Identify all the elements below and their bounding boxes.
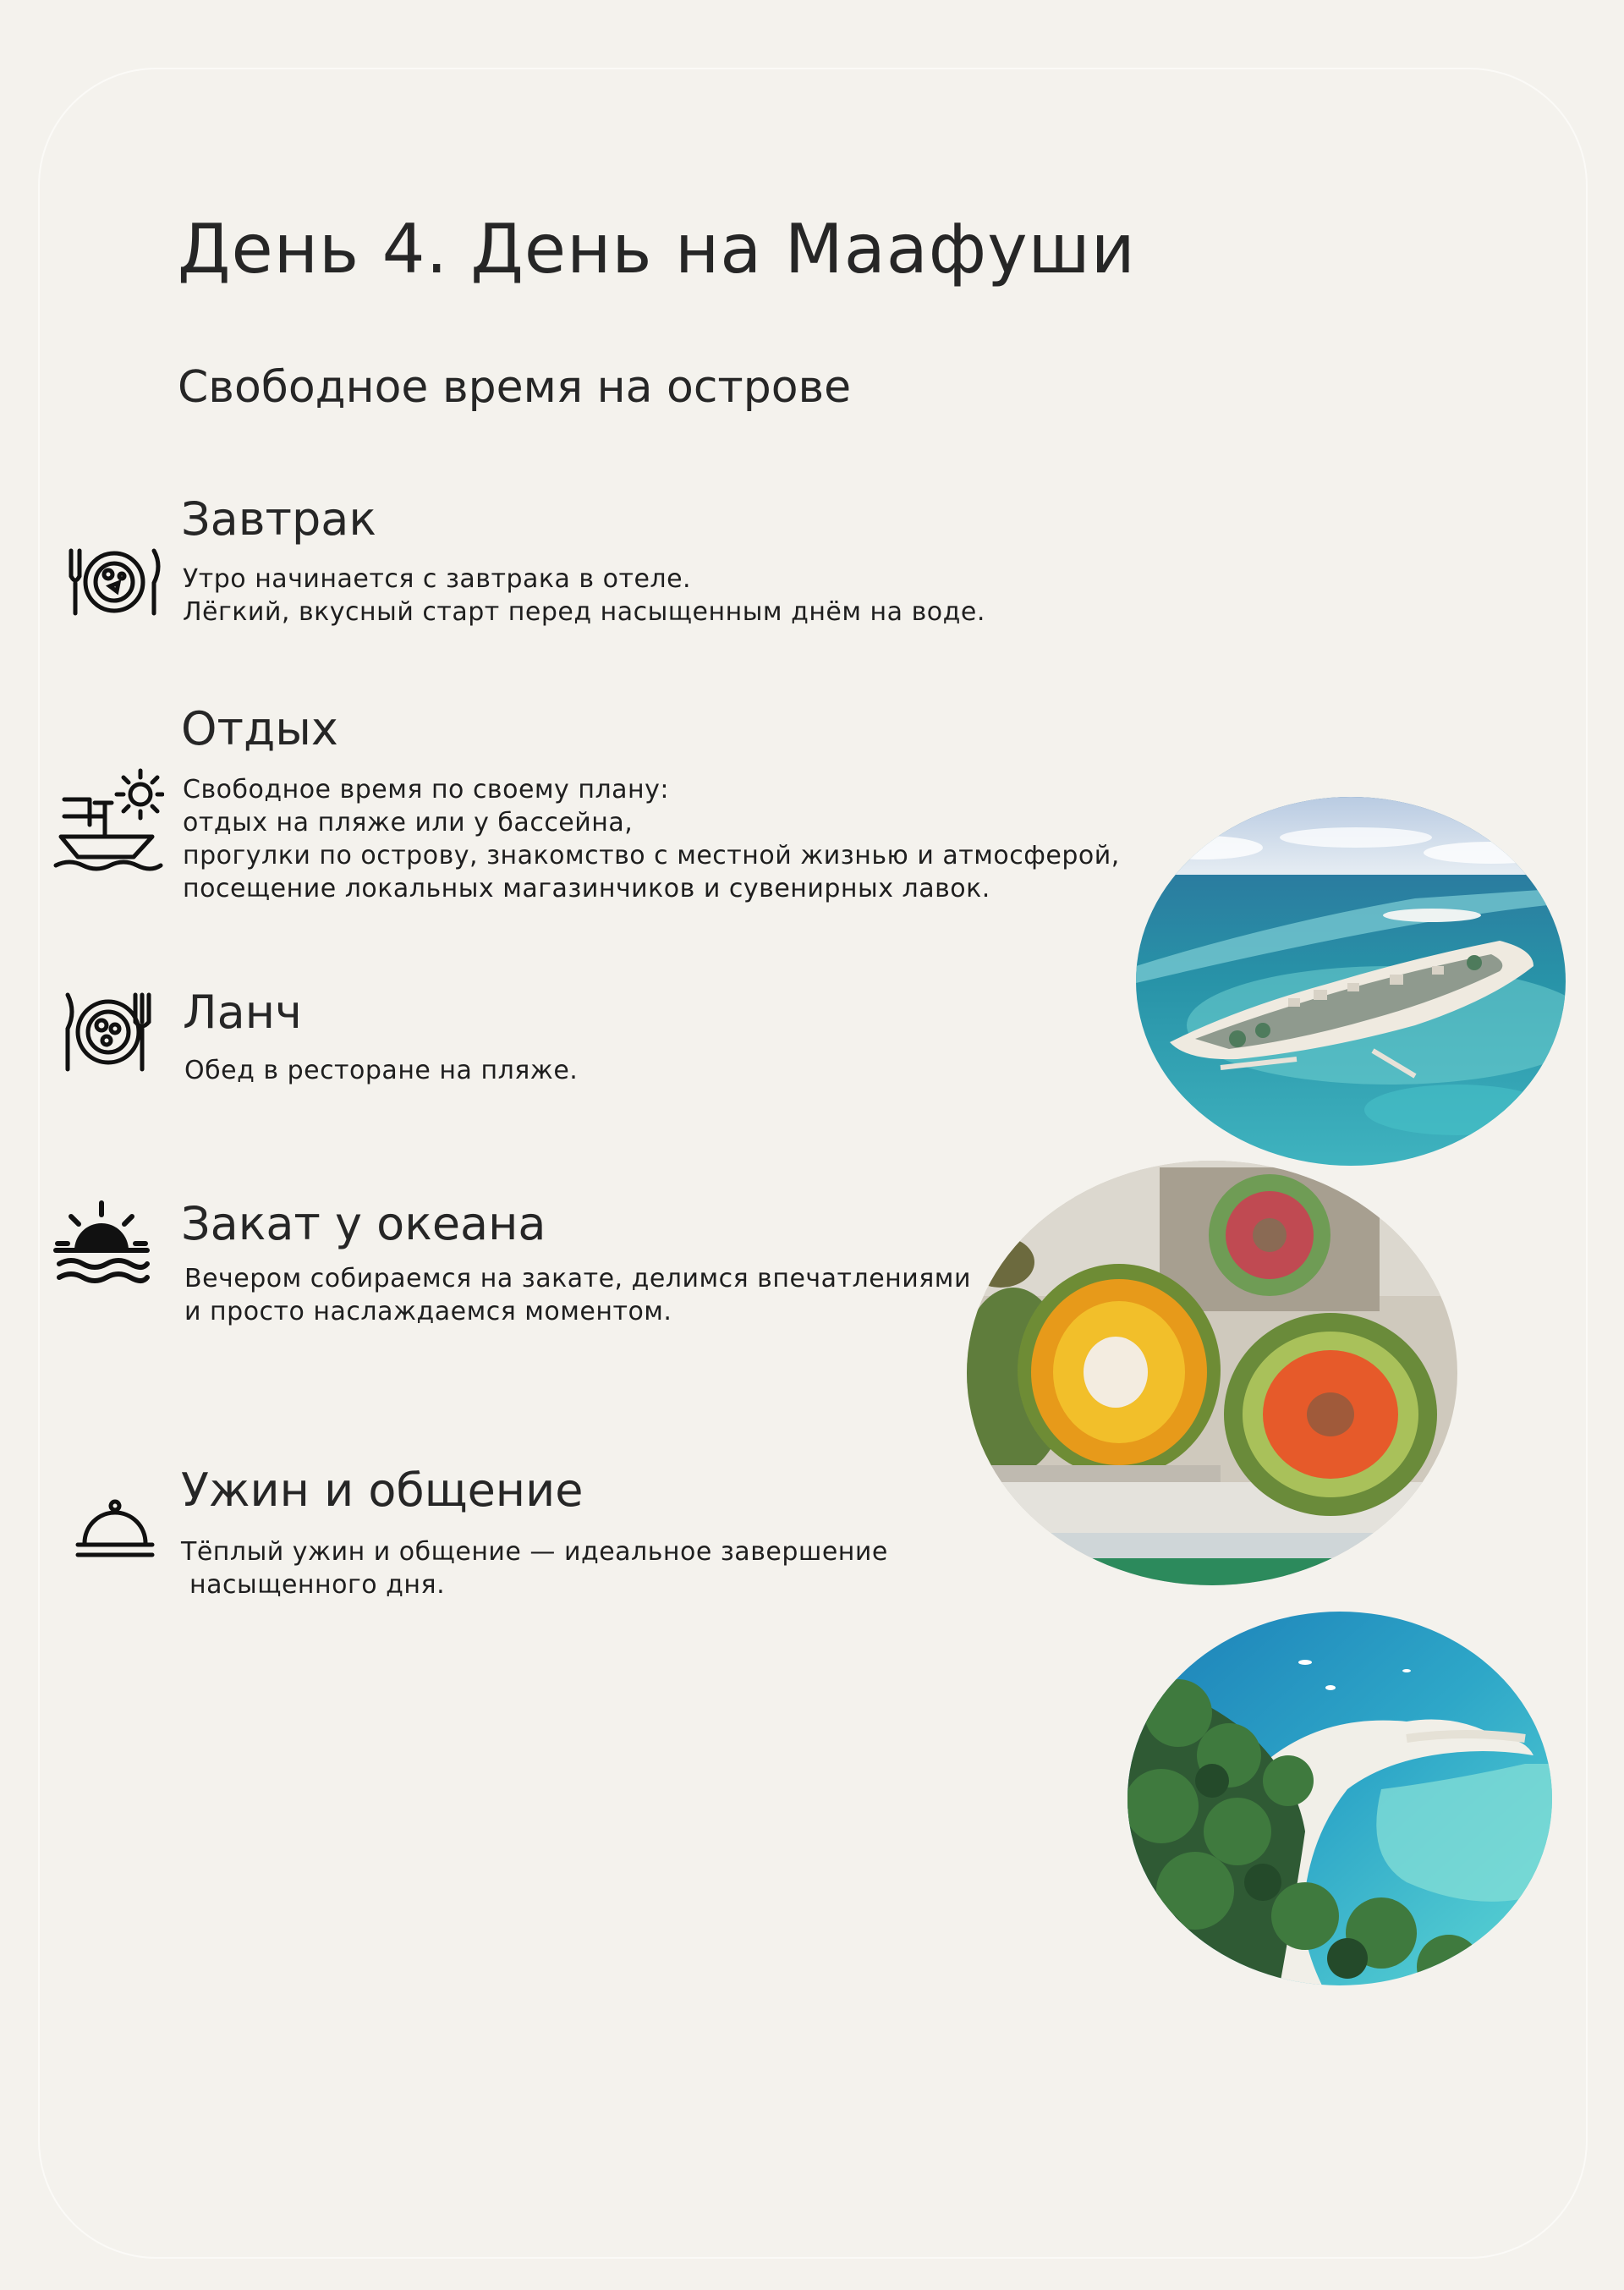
- section-text-rest: [183, 773, 1120, 905]
- section-line: Вечером собираемся на закате, делимся впечатлениями: [184, 1264, 971, 1293]
- section-line: отдых на пляже или у бассейна,: [183, 808, 634, 837]
- section-heading-rest: Отдых: [181, 702, 338, 755]
- section-line: Лёгкий, вкусный старт перед насыщенным днём на воде.: [183, 597, 985, 627]
- fruit-market-photo: [967, 1161, 1457, 1585]
- sunset-icon: [52, 1200, 151, 1288]
- section-heading-dinner: Ужин и общение: [181, 1464, 584, 1517]
- section-text-breakfast: [183, 563, 985, 629]
- section-heading-lunch: Ланч: [183, 986, 302, 1039]
- section-line: прогулки по острову, знакомство с местной жизнью и атмосферой,: [183, 841, 1120, 870]
- section-line: насыщенного дня.: [181, 1570, 446, 1600]
- section-line: и просто наслаждаемся моментом.: [184, 1297, 672, 1326]
- lunch-plate-icon: [61, 990, 156, 1074]
- breakfast-plate-icon: [63, 546, 166, 618]
- section-line: посещение локальных магазинчиков и сувенирных лавок.: [183, 874, 990, 903]
- beach-rest-icon: [52, 766, 164, 872]
- page-title: День 4. День на Маафуши: [178, 210, 1136, 288]
- section-text-dinner: [181, 1535, 888, 1601]
- section-text-lunch: [184, 1054, 578, 1087]
- page-subtitle: Свободное время на острове: [178, 362, 852, 413]
- section-line: Обед в ресторане на пляже.: [184, 1056, 579, 1085]
- cloche-icon: [74, 1497, 156, 1560]
- section-heading-sunset: Закат у океана: [181, 1197, 546, 1250]
- section-line: Тёплый ужин и общение — идеальное завершение: [181, 1537, 888, 1567]
- section-heading-breakfast: Завтрак: [181, 492, 376, 546]
- island-aerial-photo: [1136, 797, 1566, 1166]
- section-text-sunset: [184, 1262, 971, 1328]
- palm-beach-photo: [1127, 1612, 1552, 1985]
- section-line: Свободное время по своему плану:: [183, 775, 669, 805]
- section-line: Утро начинается с завтрака в отеле.: [183, 564, 692, 594]
